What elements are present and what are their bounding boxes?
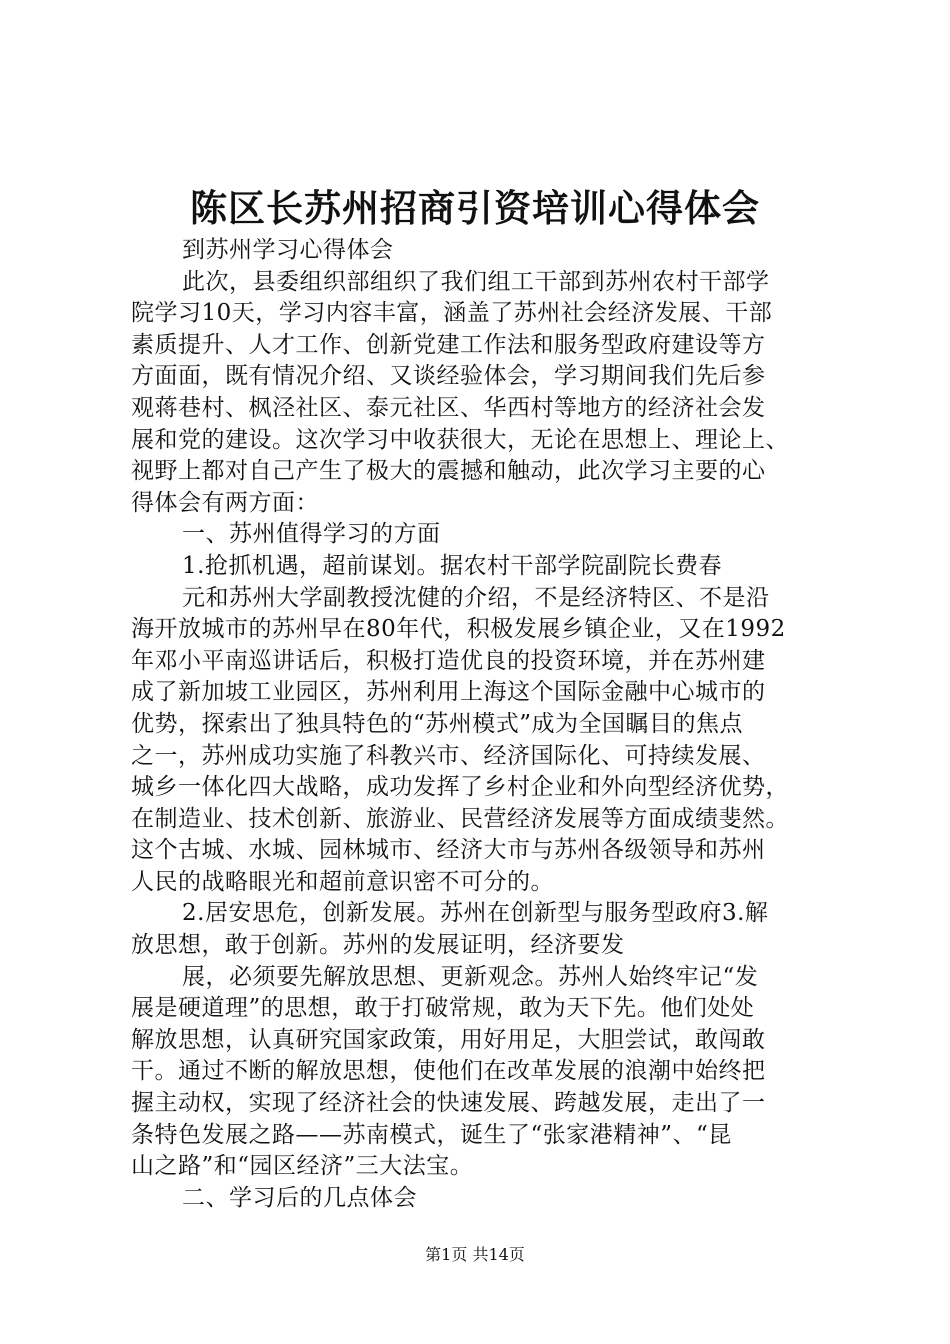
paragraph-line: 年邓小平南巡讲话后，积极打造优良的投资环境，并在苏州建 — [131, 647, 766, 674]
paragraph-line: 元和苏州大学副教授沈健的介绍，不是经济特区、不是沿 — [182, 584, 770, 611]
paragraph-line: 2.居安思危，创新发展。苏州在创新型与服务型政府3.解 — [182, 900, 769, 927]
paragraph-line: 在制造业、技术创新、旅游业、民营经济发展等方面成绩斐然。 — [131, 805, 789, 832]
paragraph-line: 握主动权，实现了经济社会的快速发展、跨越发展，走出了一 — [131, 1090, 766, 1117]
paragraph-line: 展，必须要先解放思想、更新观念。苏州人始终牢记“发 — [182, 963, 759, 990]
paragraph-line: 观蒋巷村、枫泾社区、泰元社区、华西村等地方的经济社会发 — [131, 394, 766, 421]
paragraph-line: 海开放城市的苏州早在80年代，积极发展乡镇企业，又在1992 — [131, 616, 786, 643]
paragraph-line: 视野上都对自己产生了极大的震撼和触动，此次学习主要的心 — [131, 458, 766, 485]
document-body — [131, 235, 831, 1214]
paragraph-line: 条特色发展之路——苏南模式，诞生了“张家港精神”、“昆 — [131, 1121, 732, 1148]
paragraph-line: 展是硬道理”的思想，敢于打破常规，敢为天下先。他们处处 — [131, 995, 755, 1022]
paragraph-line: 展和党的建设。这次学习中收获很大，无论在思想上、理论上、 — [131, 426, 789, 453]
paragraph-line: 得体会有两方面： — [131, 489, 319, 516]
paragraph-line: 山之路”和“园区经济”三大法宝。 — [131, 1153, 474, 1180]
paragraph-line: 此次，县委组织部组织了我们组工干部到苏州农村干部学 — [182, 268, 770, 295]
paragraph-line: 院学习10天，学习内容丰富，涵盖了苏州社会经济发展、干部 — [131, 300, 773, 327]
paragraph-line: 之一，苏州成功实施了科教兴市、经济国际化、可持续发展、 — [131, 742, 766, 769]
paragraph-line: 成了新加坡工业园区，苏州利用上海这个国际金融中心城市的 — [131, 679, 766, 706]
paragraph-line: 素质提升、人才工作、创新党建工作法和服务型政府建设等方 — [131, 331, 766, 358]
paragraph-line: 1.抢抓机遇，超前谋划。据农村干部学院副院长费春 — [182, 552, 722, 579]
paragraph-line: 这个古城、水城、园林城市、经济大市与苏州各级领导和苏州 — [131, 837, 766, 864]
section-heading: 二、学习后的几点体会 — [182, 1184, 417, 1211]
paragraph-line: 优势，探索出了独具特色的“苏州模式”成为全国瞩目的焦点 — [131, 710, 744, 737]
document-title: 陈区长苏州招商引资培训心得体会 — [190, 186, 760, 230]
paragraph-line: 人民的战略眼光和超前意识密不可分的。 — [131, 868, 554, 895]
paragraph-line: 城乡一体化四大战略，成功发挥了乡村企业和外向型经济优势， — [131, 774, 789, 801]
section-heading: 一、苏州值得学习的方面 — [182, 521, 441, 548]
paragraph-line: 放思想，敢于创新。苏州的发展证明，经济要发 — [131, 932, 625, 959]
paragraph-line: 方面面，既有情况介绍、又谈经验体会，学习期间我们先后参 — [131, 363, 766, 390]
paragraph-line: 解放思想，认真研究国家政策，用好用足，大胆尝试，敢闯敢 — [131, 1026, 766, 1053]
paragraph-line: 干。通过不断的解放思想，使他们在改革发展的浪潮中始终把 — [131, 1058, 766, 1085]
page-number-footer: 第1页 共14页 — [425, 1245, 525, 1264]
subtitle-line: 到苏州学习心得体会 — [182, 237, 394, 263]
